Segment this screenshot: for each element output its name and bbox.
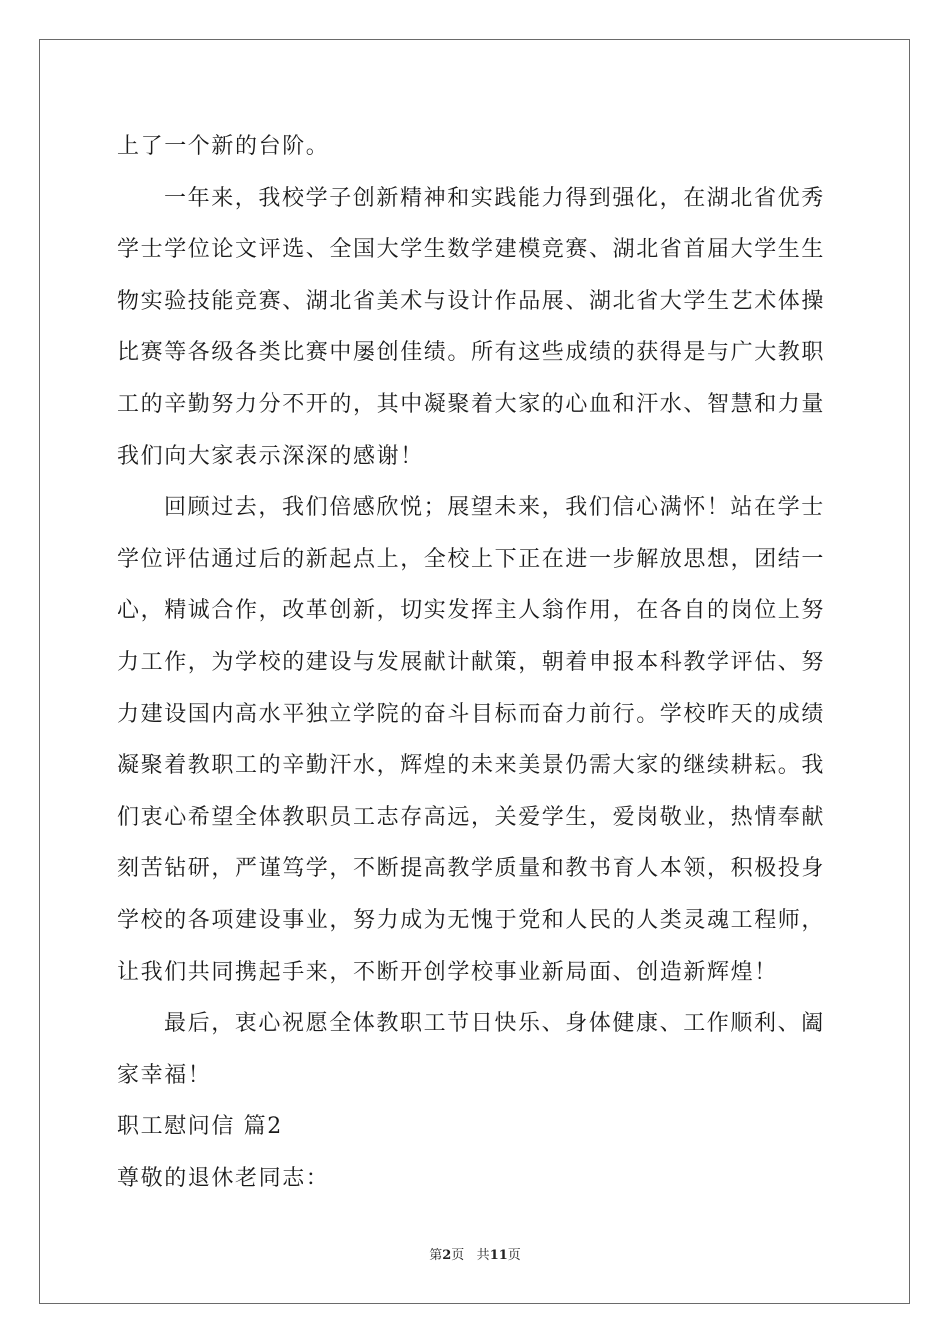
text-line: 最后，衷心祝愿全体教职工节日快乐、身体健康、工作顺利、阖 xyxy=(164,1011,825,1037)
page-number: 2 xyxy=(442,1248,452,1263)
text-line: 比赛等各级各类比赛中屡创佳绩。所有这些成绩的获得是与广大教职 xyxy=(117,340,826,366)
text-line: 工的辛勤努力分不开的，其中凝聚着大家的心血和汗水、智慧和力量 xyxy=(117,391,826,417)
text-line: 回顾过去，我们倍感欣悦；展望未来，我们信心满怀！站在学士 xyxy=(164,495,825,521)
section-heading: 职工慰问信 篇2 xyxy=(117,1114,283,1140)
text-line: 学校的各项建设事业，努力成为无愧于党和人民的人类灵魂工程师， xyxy=(117,907,826,933)
text-line: 学士学位论文评选、全国大学生数学建模竞赛、湖北省首届大学生生 xyxy=(117,237,826,263)
text-line: 上了一个新的台阶。 xyxy=(117,134,330,159)
page-suffix: 页 xyxy=(451,1248,465,1263)
text-line: 力工作，为学校的建设与发展献计献策，朝着申报本科教学评估、努 xyxy=(117,649,826,675)
text-line: 们衷心希望全体教职员工志存高远，关爱学生，爱岗敬业，热情奉献 xyxy=(117,804,826,830)
page-footer xyxy=(0,1244,950,1263)
page-prefix: 第 xyxy=(429,1248,443,1263)
total-prefix: 共 xyxy=(476,1248,490,1263)
text-line: 家幸福！ xyxy=(117,1062,212,1088)
total-pages: 11 xyxy=(489,1248,508,1263)
document-body xyxy=(117,127,833,1210)
text-line: 刻苦钻研，严谨笃学，不断提高教学质量和教书育人本领，积极投身 xyxy=(117,856,826,882)
salutation: 尊敬的退休老同志： xyxy=(117,1165,330,1191)
text-line: 凝聚着教职工的辛勤汗水，辉煌的未来美景仍需大家的继续耕耘。我 xyxy=(117,753,826,779)
text-line: 学位评估通过后的新起点上，全校上下正在进一步解放思想，团结一 xyxy=(117,546,826,572)
total-suffix: 页 xyxy=(507,1248,521,1263)
text-line: 一年来，我校学子创新精神和实践能力得到强化，在湖北省优秀 xyxy=(164,185,825,211)
text-line: 让我们共同携起手来，不断开创学校事业新局面、创造新辉煌！ xyxy=(117,959,778,985)
text-line: 物实验技能竞赛、湖北省美术与设计作品展、湖北省大学生艺术体操 xyxy=(117,288,826,314)
text-line: 心，精诚合作，改革创新，切实发挥主人翁作用，在各自的岗位上努 xyxy=(117,598,826,624)
text-line: 我们向大家表示深深的感谢！ xyxy=(117,443,424,469)
text-line: 力建设国内高水平独立学院的奋斗目标而奋力前行。学校昨天的成绩 xyxy=(117,701,826,727)
